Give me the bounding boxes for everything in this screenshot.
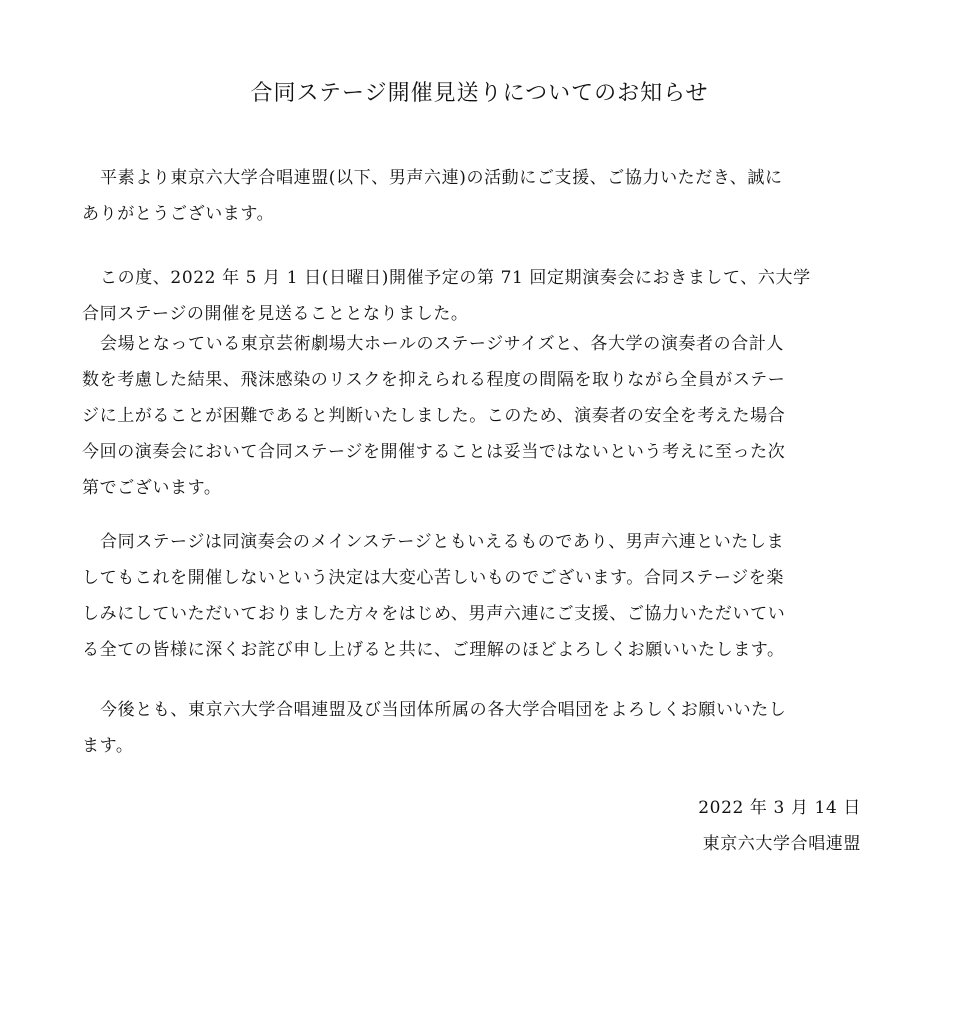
paragraph-closing (82, 692, 872, 764)
paragraph-line: る全ての皆様に深くお詫び申し上げると共に、ご理解のほどよろしくお願いいたします。 (82, 640, 785, 660)
notice-date: 2022 年 3 月 14 日 (698, 798, 861, 818)
paragraph-line: 今回の演奏会において合同ステージを開催することは妥当ではないという考えに至った次 (82, 442, 786, 462)
paragraph-reason (82, 326, 872, 506)
paragraph-line: 会場となっている東京芸術劇場大ホールのステージサイズと、各大学の演奏者の合計人 (100, 334, 785, 354)
paragraph-line: ます。 (82, 736, 134, 756)
paragraph-line: 合同ステージの開催を見送ることとなりました。 (82, 304, 469, 324)
paragraph-line: 数を考慮した結果、飛沫感染のリスクを抑えられる程度の間隔を取りながら全員がステー (82, 370, 786, 390)
paragraph-line: 合同ステージは同演奏会のメインステージともいえるものであり、男声六連といたしま (100, 532, 785, 552)
paragraph-line: してもこれを開催しないという決定は大変心苦しいものでございます。合同ステージを楽 (82, 568, 784, 588)
paragraph-line: この度、2022 年 5 月 1 日(日曜日)開催予定の第 71 回定期演奏会におきまして、六大学 (100, 268, 811, 288)
paragraph-greeting (82, 160, 872, 232)
paragraph-line: ありがとうございます。 (82, 204, 275, 224)
paragraph-announcement (82, 260, 872, 332)
paragraph-line: ジに上がることが困難であると判断いたしました。このため、演奏者の安全を考えた場合 (82, 406, 786, 426)
organization-name: 東京六大学合唱連盟 (702, 834, 861, 854)
notice-title: 合同ステージ開催見送りについてのお知らせ (250, 81, 709, 106)
signature-block (698, 790, 861, 862)
paragraph-line: しみにしていただいておりました方々をはじめ、男声六連にご支援、ご協力いただいてい (82, 604, 786, 624)
paragraph-line: 今後とも、東京六大学合唱連盟及び当団体所属の各大学合唱団をよろしくお願いいたし (100, 700, 787, 720)
paragraph-line: 平素より東京六大学合唱連盟(以下、男声六連)の活動にご支援、ご協力いただき、誠に (100, 168, 783, 188)
paragraph-apology (82, 524, 872, 668)
paragraph-line: 第でございます。 (82, 478, 222, 498)
